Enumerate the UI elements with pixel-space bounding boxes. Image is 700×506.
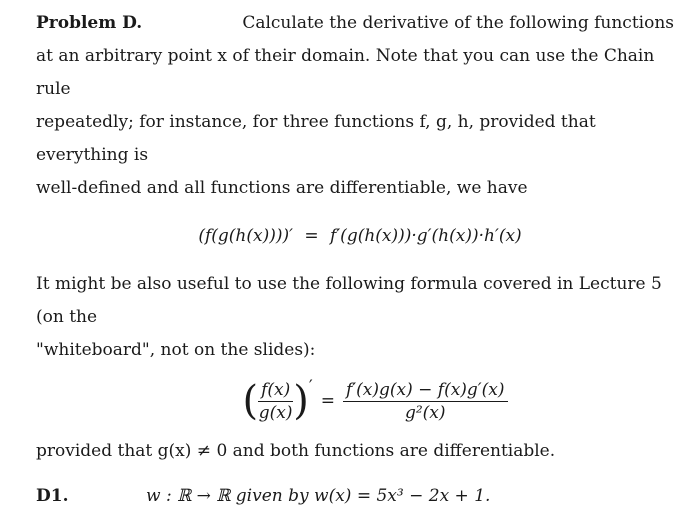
rhs-fraction (343, 380, 508, 423)
d1-text: w : ℝ → ℝ given by w(x) = 5x³ − 2x + 1. (146, 486, 491, 506)
condition-paragraph (36, 435, 674, 468)
hint-line-1: It might be also useful to use the following formula covered in Lecture 5 (on the (36, 274, 662, 327)
chain-rule-equation (36, 217, 674, 255)
left-paren: ( (242, 378, 259, 424)
chain-rule-equals: = (304, 226, 319, 246)
hint-line-2: "whiteboard", not on the slides): (36, 340, 316, 360)
rhs-numerator: f′(x)g(x) − f(x)g′(x) (343, 380, 508, 402)
problem-label: Problem D. (36, 13, 143, 33)
right-paren: ) (293, 378, 309, 424)
lhs-denominator: g(x) (258, 402, 293, 423)
exercise-d1 (36, 486, 674, 506)
problem-line-3: repeatedly; for instance, for three functions f, g, h, provided that everything is (36, 112, 596, 165)
lhs-fraction (258, 380, 293, 423)
chain-rule-rhs: f′(g(h(x)))·g′(h(x))·h′(x) (330, 226, 522, 246)
rhs-denominator: g²(x) (404, 402, 446, 423)
chain-rule-lhs: (f(g(h(x))))′ (198, 226, 293, 246)
quotient-rule-equation (36, 371, 674, 431)
problem-line-4: well-defined and all functions are differentiable, we have (36, 178, 528, 198)
hint-paragraph (36, 268, 674, 367)
problem-statement (36, 0, 674, 205)
condition-text: provided that g(x) ≠ 0 and both functions are differentiable. (36, 441, 556, 461)
problem-header (36, 7, 674, 40)
problem-lead: Calculate the derivative of the following functions (242, 13, 674, 33)
quotient-equals: = (320, 391, 335, 411)
d1-label: D1. (36, 486, 69, 506)
problem-line-2: at an arbitrary point x of their domain. Note that you can use the Chain rule (36, 46, 655, 99)
lhs-prime: ′ (308, 377, 313, 397)
lhs-numerator: f(x) (258, 380, 293, 402)
